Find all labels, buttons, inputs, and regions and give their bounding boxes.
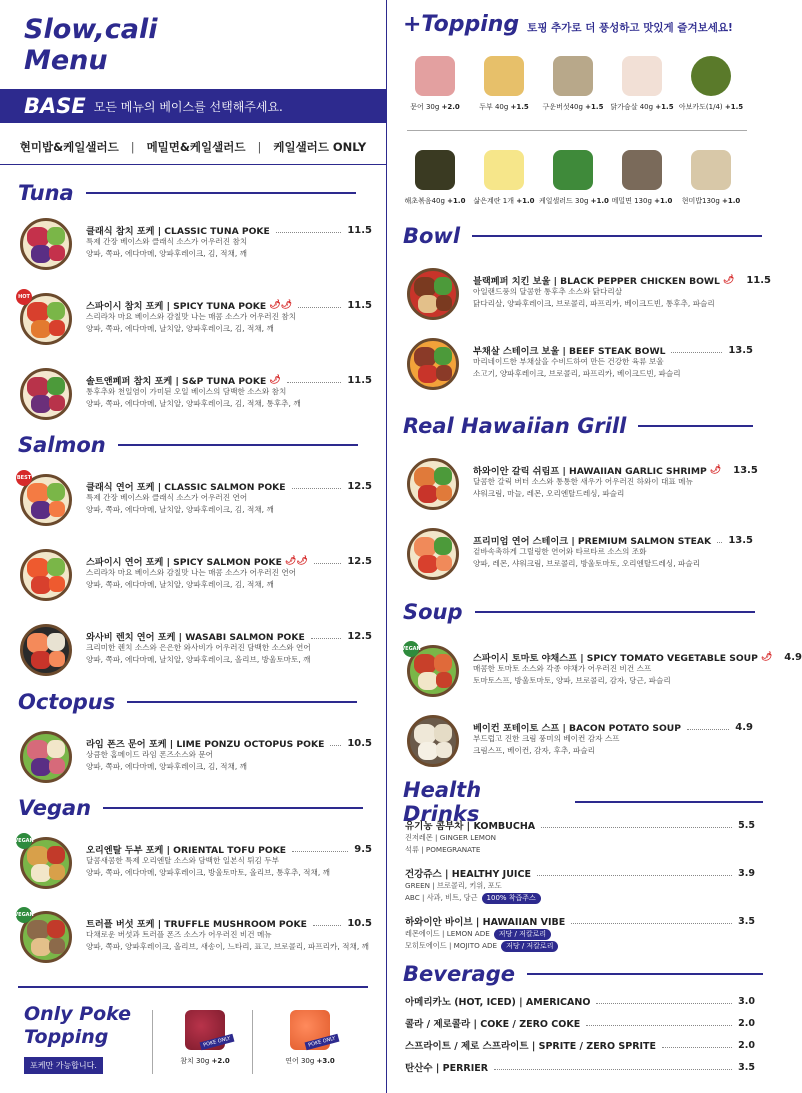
item-desc-line-2: 토마토스프, 방울토마토, 양파, 브로콜리, 감자, 당근, 파슬리	[473, 676, 671, 685]
drink-sub-1: GREEN | 브로콜리, 키위, 포도	[405, 881, 502, 890]
base-option: 현미밥&케일샐러드	[19, 139, 119, 154]
menu-item-name	[86, 916, 372, 930]
item-desc	[86, 492, 274, 516]
menu-item-name	[473, 533, 753, 547]
item-desc-line-1: 아일랜드풍의 달콤한 통후추 소스와 닭다리살	[473, 287, 623, 296]
topping-price: +1.5	[510, 103, 529, 111]
item-desc	[86, 567, 296, 591]
item-desc-line-1: 다채로운 버섯과 트러플 폰즈 소스가 어우러진 비건 메뉴	[86, 930, 272, 939]
section-title: Tuna	[18, 181, 74, 205]
dot-leader	[276, 232, 341, 233]
item-name: 스파이시 연어 포케 | SPICY SALMON POKE	[86, 557, 282, 568]
item-desc-line-1: 특제 간장 베이스와 클래식 소스가 어우러진 참치	[86, 237, 248, 246]
dot-leader	[298, 307, 341, 308]
dot-leader	[287, 382, 342, 383]
divider	[407, 130, 747, 131]
section-title: Soup	[403, 600, 463, 624]
base-label: BASE	[24, 94, 86, 118]
drink-price: 3.9	[738, 867, 755, 879]
item-desc-line-1: 매콤한 토마토 소스와 각종 야채가 어우러진 비건 스프	[473, 664, 652, 673]
topping-image	[622, 56, 662, 96]
item-name: 라임 폰즈 문어 포케 | LIME PONZU OCTOPUS POKE	[86, 739, 325, 750]
topping-title: +Topping	[403, 12, 520, 37]
separator: |	[257, 139, 262, 154]
topping-label: 두부 40g	[479, 103, 511, 111]
topping-item	[539, 56, 607, 112]
drink-sub	[405, 845, 480, 855]
topping-price: +1.5	[724, 103, 744, 111]
item-desc	[86, 929, 369, 953]
topping-image	[622, 150, 662, 190]
section-title: Bowl	[403, 224, 461, 248]
menu-title	[24, 14, 157, 76]
dish-image	[20, 368, 72, 420]
menu-item-name	[86, 223, 372, 237]
topping-image	[691, 150, 731, 190]
beverage-name: 아메리카노 (HOT, ICED) | AMERICANO	[405, 997, 591, 1008]
item-desc-line-2: 양파, 쪽파, 에다마메, 양파후레이크, 김, 적채, 깨	[86, 762, 248, 771]
item-name: 스파이시 토마토 야채스프 | SPICY TOMATO VEGETABLE SOUP	[473, 653, 758, 664]
separator: |	[130, 139, 135, 154]
divider	[18, 986, 368, 988]
item-desc-line-1: 통후추와 천일염이 가미된 오일 베이스의 담백한 소스와 참치	[86, 387, 287, 396]
item-price: 4.9	[735, 721, 753, 733]
chili-icon: 🌶	[760, 652, 773, 662]
badge-vegan: VEGAN	[16, 907, 32, 923]
topping-label: 닭가슴살 40g	[610, 103, 656, 111]
chili-icon: 🌶🌶	[284, 556, 308, 566]
base-option: 케일샐러드 ONLY	[273, 139, 367, 154]
topping-item	[401, 56, 469, 112]
only-poke-title-1: Only Poke	[24, 1003, 132, 1025]
topping-image	[484, 56, 524, 96]
item-desc-line-1: 달콤한 갈릭 버터 소스와 통통한 새우가 어우러진 하와이 대표 메뉴	[473, 477, 693, 486]
drink-pill: 100% 착즙주스	[482, 893, 541, 904]
drink-pill: 저당 / 저칼로리	[501, 941, 558, 952]
section-bowl	[403, 224, 763, 248]
section-title: Real Hawaiian Grill	[403, 414, 627, 438]
menu-item-name	[473, 650, 802, 664]
beverage-item	[405, 1060, 755, 1074]
item-desc-line-2: 양파, 쪽파, 에다마메, 날치알, 양파후레이크, 김, 적채, 통후추, 깨	[86, 399, 301, 408]
item-desc-line-2: 소고기, 양파후레이크, 브로콜리, 파프리카, 베이크드빈, 파슬리	[473, 369, 681, 378]
dish-image	[20, 731, 72, 783]
item-price: 10.5	[347, 737, 372, 749]
item-price: 13.5	[728, 344, 753, 356]
dish-image	[20, 624, 72, 676]
dish-image	[407, 268, 459, 320]
item-name: 스파이시 참치 포케 | SPICY TUNA POKE	[86, 301, 267, 312]
topping-item	[677, 150, 745, 206]
drink-price: 3.5	[738, 915, 755, 927]
topping-price: +1.0	[447, 197, 466, 205]
beverage-price: 3.0	[738, 995, 755, 1007]
dish-image	[407, 458, 459, 510]
section-title: Octopus	[18, 690, 116, 714]
drink-sub	[405, 893, 541, 904]
item-desc-line-2: 샤워크림, 마늘, 레몬, 오리엔탈드레싱, 파슬리	[473, 489, 625, 498]
dot-leader	[586, 1025, 732, 1026]
base-option: 메밀면&케일샐러드	[146, 139, 246, 154]
item-desc	[86, 236, 247, 260]
item-desc-line-2: 양파, 쪽파, 에다마메, 날치알, 양파후레이크, 김, 적채, 깨	[86, 505, 274, 514]
topping-price: +1.0	[654, 197, 673, 205]
title-line-2: Menu	[24, 45, 108, 76]
topping-image	[415, 150, 455, 190]
chili-icon: 🌶🌶	[269, 300, 293, 310]
item-desc	[86, 311, 296, 335]
beverage-name: 스프라이트 / 제로 스프라이트 | SPRITE / ZERO SPRITE	[405, 1041, 657, 1052]
menu-item-name	[86, 298, 372, 312]
topping-header	[403, 12, 733, 37]
section-title: Vegan	[18, 796, 92, 820]
item-desc-line-1: 특제 간장 베이스와 클래식 소스가 어우러진 연어	[86, 493, 248, 502]
drink-item	[405, 866, 755, 880]
only-poke-tuna	[170, 1010, 240, 1066]
badge-vegan: VEGAN	[403, 641, 419, 657]
topping-label: 메밀면 130g	[611, 197, 655, 205]
menu-item-name	[86, 736, 372, 750]
beverage-item	[405, 1016, 755, 1030]
badge-hot: HOT	[16, 289, 32, 305]
dish-image	[20, 218, 72, 270]
section-tuna	[18, 181, 374, 205]
topping-label: 아보카도(1/4)	[678, 103, 725, 111]
item-desc-line-2: 양파, 쪽파, 에다마메, 날치알, 양파후레이크, 김, 적채, 깨	[86, 324, 274, 333]
topping-label: 케일샐러드 30g	[539, 197, 591, 205]
section-title: Salmon	[18, 433, 106, 457]
topping-price: +1.0	[722, 197, 741, 205]
drink-name: 유기농 콤부차 | KOMBUCHA	[405, 821, 536, 832]
topping-item	[539, 150, 607, 206]
item-price: 13.5	[733, 464, 758, 476]
item-price: 11.5	[347, 224, 372, 236]
item-desc-line-1: 크리미한 렌치 소스와 은은한 와사비가 어우러진 담백한 소스와 연어	[86, 643, 311, 652]
menu-item-name	[473, 273, 772, 287]
drink-sub	[405, 881, 502, 891]
item-desc-line-2: 양파, 쪽파, 에다마메, 날치알, 양파후레이크, 올리브, 방울토마토, 깨	[86, 655, 311, 664]
topping-label: 참치 30g	[180, 1057, 212, 1065]
item-desc	[86, 386, 301, 410]
dot-leader	[671, 352, 722, 353]
topping-image	[691, 56, 731, 96]
topping-image	[484, 150, 524, 190]
item-desc-line-1: 마리네이드한 부채살을 수비드하여 만든 건강한 육류 보울	[473, 357, 664, 366]
item-desc-line-2: 양파, 쪽파, 에다마메, 양파후레이크, 김, 적채, 깨	[86, 249, 248, 258]
dot-leader	[314, 563, 342, 564]
drink-sub-1: 진저레몬 | GINGER LEMON	[405, 833, 497, 842]
menu-item-name	[473, 463, 758, 477]
left-column	[0, 0, 386, 1093]
section-salmon	[18, 433, 374, 457]
dish-image	[407, 528, 459, 580]
dot-leader	[292, 851, 348, 852]
item-desc-line-1: 스리라차 마요 베이스와 감칠맛 나는 매콤 소스가 어우러진 참치	[86, 312, 297, 321]
dot-leader	[537, 875, 732, 876]
beverage-item	[405, 994, 755, 1008]
topping-image	[553, 56, 593, 96]
dot-leader	[313, 925, 341, 926]
topping-label: 문어 30g	[410, 103, 442, 111]
item-desc	[473, 546, 700, 570]
menu-item-name	[86, 842, 372, 856]
beverage-price: 3.5	[738, 1061, 755, 1073]
menu-item-name	[86, 629, 372, 643]
topping-item	[608, 56, 676, 112]
drink-item	[405, 914, 755, 928]
drink-sub-2: 석류 | POMEGRANATE	[405, 845, 481, 854]
poke-only-badge: POKE ONLY	[200, 1034, 235, 1050]
dot-leader	[494, 1069, 732, 1070]
drink-sub	[405, 833, 496, 843]
topping-desc: 토핑 추가로 더 풍성하고 맛있게 즐겨보세요!	[527, 22, 733, 34]
base-bar	[0, 89, 386, 123]
beverage-name: 탄산수 | PERRIER	[405, 1063, 489, 1074]
topping-label: 해초볶음40g	[404, 197, 448, 205]
item-desc-line-2: 닭다리살, 양파후레이크, 브로콜리, 파프리카, 베이크드빈, 통후추, 파슬리	[473, 299, 715, 308]
topping-label: 연어 30g	[285, 1057, 317, 1065]
divider	[252, 1010, 253, 1074]
only-poke-note: 포케만 가능합니다.	[24, 1057, 103, 1074]
topping-image	[415, 56, 455, 96]
section-beverage	[403, 962, 763, 986]
topping-item	[608, 150, 676, 206]
dot-leader	[571, 923, 732, 924]
section-title: Health Drinks	[403, 778, 482, 826]
item-name: 하와이안 갈릭 쉬림프 | HAWAIIAN GARLIC SHRIMP	[473, 466, 707, 477]
drink-item	[405, 818, 755, 832]
beverage-name: 콜라 / 제로콜라 | COKE / ZERO COKE	[405, 1019, 581, 1030]
dot-leader	[596, 1003, 732, 1004]
topping-label: 삶은계란 1개	[473, 197, 517, 205]
item-desc-line-2: 양파, 레몬, 샤워크림, 브로콜리, 방울토마토, 오리엔탈드레싱, 파슬리	[473, 559, 701, 568]
item-name: 오리엔탈 두부 포케 | ORIENTAL TOFU POKE	[86, 845, 287, 856]
item-name: 와사비 렌치 연어 포케 | WASABI SALMON POKE	[86, 632, 305, 643]
topping-price: +1.5	[585, 103, 604, 111]
item-desc-line-2: 양파, 쪽파, 양파후레이크, 올리브, 새송이, 느타리, 표고, 브로콜리, 파프리카, 적채, 깨	[86, 942, 370, 951]
menu-item-name	[473, 343, 753, 357]
badge-best: BEST	[16, 470, 32, 486]
drink-sub-1: 레몬에이드 | LEMON ADE	[405, 929, 490, 938]
title-line-1: Slow,cali	[24, 14, 158, 45]
topping-item	[470, 56, 538, 112]
topping-price: +1.0	[590, 197, 609, 205]
item-price: 12.5	[347, 555, 372, 567]
item-price: 12.5	[347, 630, 372, 642]
section-hawaiian	[403, 414, 763, 438]
item-desc-line-1: 달콤새콤한 특제 오리엔탈 소스와 담백한 일본식 튀김 두부	[86, 856, 279, 865]
item-desc-line-1: 겉바속촉하게 그릴링한 연어와 타르타르 소스의 조화	[473, 547, 647, 556]
drink-name: 하와이안 바이브 | HAWAIIAN VIBE	[405, 917, 566, 928]
dot-leader	[717, 542, 722, 543]
menu-item-name	[86, 554, 372, 568]
drink-sub	[405, 929, 551, 940]
item-name: 솔트앤페퍼 참치 포케 | S&P TUNA POKE	[86, 376, 267, 387]
item-desc	[473, 356, 681, 380]
drink-sub-2: 모히토에이드 | MOJITO ADE	[405, 941, 498, 950]
topping-price: +1.5	[655, 103, 674, 111]
item-desc	[473, 476, 693, 500]
menu-item-name	[473, 720, 753, 734]
section-title: Beverage	[403, 962, 515, 986]
divider	[152, 1010, 153, 1074]
dot-leader	[330, 745, 341, 746]
menu-item-name	[86, 479, 372, 493]
item-desc	[86, 855, 330, 879]
section-octopus	[18, 690, 374, 714]
topping-price: +2.0	[441, 103, 460, 111]
item-name: 클래식 연어 포케 | CLASSIC SALMON POKE	[86, 482, 286, 493]
topping-label: 구운버섯40g	[542, 103, 586, 111]
item-name: 부채살 스테이크 보울 | BEEF STEAK BOWL	[473, 346, 666, 357]
drink-sub	[405, 941, 558, 952]
topping-price: +3.0	[316, 1057, 335, 1065]
dot-leader	[292, 488, 342, 489]
item-name: 블랙페퍼 치킨 보울 | BLACK PEPPER CHICKEN BOWL	[473, 276, 720, 287]
menu-item-name	[86, 373, 372, 387]
only-poke-title-2: Topping	[24, 1026, 109, 1048]
section-vegan	[18, 796, 374, 820]
drink-sub-2: ABC | 사과, 비트, 당근	[405, 893, 478, 902]
topping-item	[470, 150, 538, 206]
item-name: 클래식 참치 포케 | CLASSIC TUNA POKE	[86, 226, 270, 237]
beverage-item	[405, 1038, 755, 1052]
item-desc-line-2: 양파, 쪽파, 에다마메, 날치알, 양파후레이크, 김, 적채, 깨	[86, 580, 274, 589]
drink-pill: 저당 / 저칼로리	[494, 929, 551, 940]
dish-image	[20, 549, 72, 601]
item-desc	[86, 642, 311, 666]
item-price: 11.5	[746, 274, 772, 286]
item-desc-line-1: 스리라차 마요 베이스와 감칠맛 나는 매콤 소스가 어우러진 연어	[86, 568, 297, 577]
item-price: 10.5	[347, 917, 372, 929]
right-column	[387, 0, 802, 1093]
item-price: 11.5	[347, 374, 372, 386]
topping-item	[401, 150, 469, 206]
item-price: 12.5	[347, 480, 372, 492]
beverage-price: 2.0	[738, 1039, 755, 1051]
item-desc-line-2: 양파, 쪽파, 에다마메, 양파후레이크, 방울토마토, 올리브, 통후추, 적채, 깨	[86, 868, 331, 877]
only-poke-title	[24, 1003, 131, 1049]
topping-price: +1.0	[516, 197, 535, 205]
only-poke-salmon	[275, 1010, 345, 1066]
item-price: 13.5	[728, 534, 753, 546]
topping-image	[553, 150, 593, 190]
item-price: 11.5	[347, 299, 372, 311]
chili-icon: 🌶	[709, 465, 722, 475]
item-desc	[86, 749, 247, 773]
item-name: 트러플 버섯 포케 | TRUFFLE MUSHROOM POKE	[86, 919, 307, 930]
beverage-price: 2.0	[738, 1017, 755, 1029]
dot-leader	[687, 729, 729, 730]
section-soup	[403, 600, 763, 624]
dot-leader	[541, 827, 732, 828]
item-desc	[473, 286, 715, 310]
item-price: 4.9	[784, 651, 802, 663]
chili-icon: 🌶	[269, 375, 281, 385]
item-price: 9.5	[354, 843, 372, 855]
dish-image	[407, 338, 459, 390]
dot-leader	[662, 1047, 732, 1048]
drink-price: 5.5	[738, 819, 755, 831]
item-desc-line-2: 크림스프, 베이컨, 감자, 후추, 파슬리	[473, 746, 596, 755]
topping-price: +2.0	[211, 1057, 230, 1065]
badge-vegan: VEGAN	[16, 833, 32, 849]
item-name: 프리미엄 연어 스테이크 | PREMIUM SALMON STEAK	[473, 536, 712, 547]
topping-label: 현미밥130g	[681, 197, 723, 205]
drink-name: 건강쥬스 | HEALTHY JUICE	[405, 869, 531, 880]
item-desc-line-1: 상큼한 홈메이드 라임 폰즈소스와 문어	[86, 750, 214, 759]
chili-icon: 🌶	[722, 275, 735, 285]
dot-leader	[311, 638, 342, 639]
item-name: 베이컨 포테이토 스프 | BACON POTATO SOUP	[473, 723, 681, 734]
base-options	[0, 129, 386, 165]
base-desc: 모든 메뉴의 베이스를 선택해주세요.	[93, 99, 283, 114]
item-desc	[473, 663, 671, 687]
poke-only-badge: POKE ONLY	[305, 1034, 340, 1050]
item-desc	[473, 733, 620, 757]
topping-item	[677, 56, 745, 112]
dish-image	[407, 715, 459, 767]
item-desc-line-1: 부드럽고 진한 크림 풍미의 베이컨 감자 스프	[473, 734, 620, 743]
